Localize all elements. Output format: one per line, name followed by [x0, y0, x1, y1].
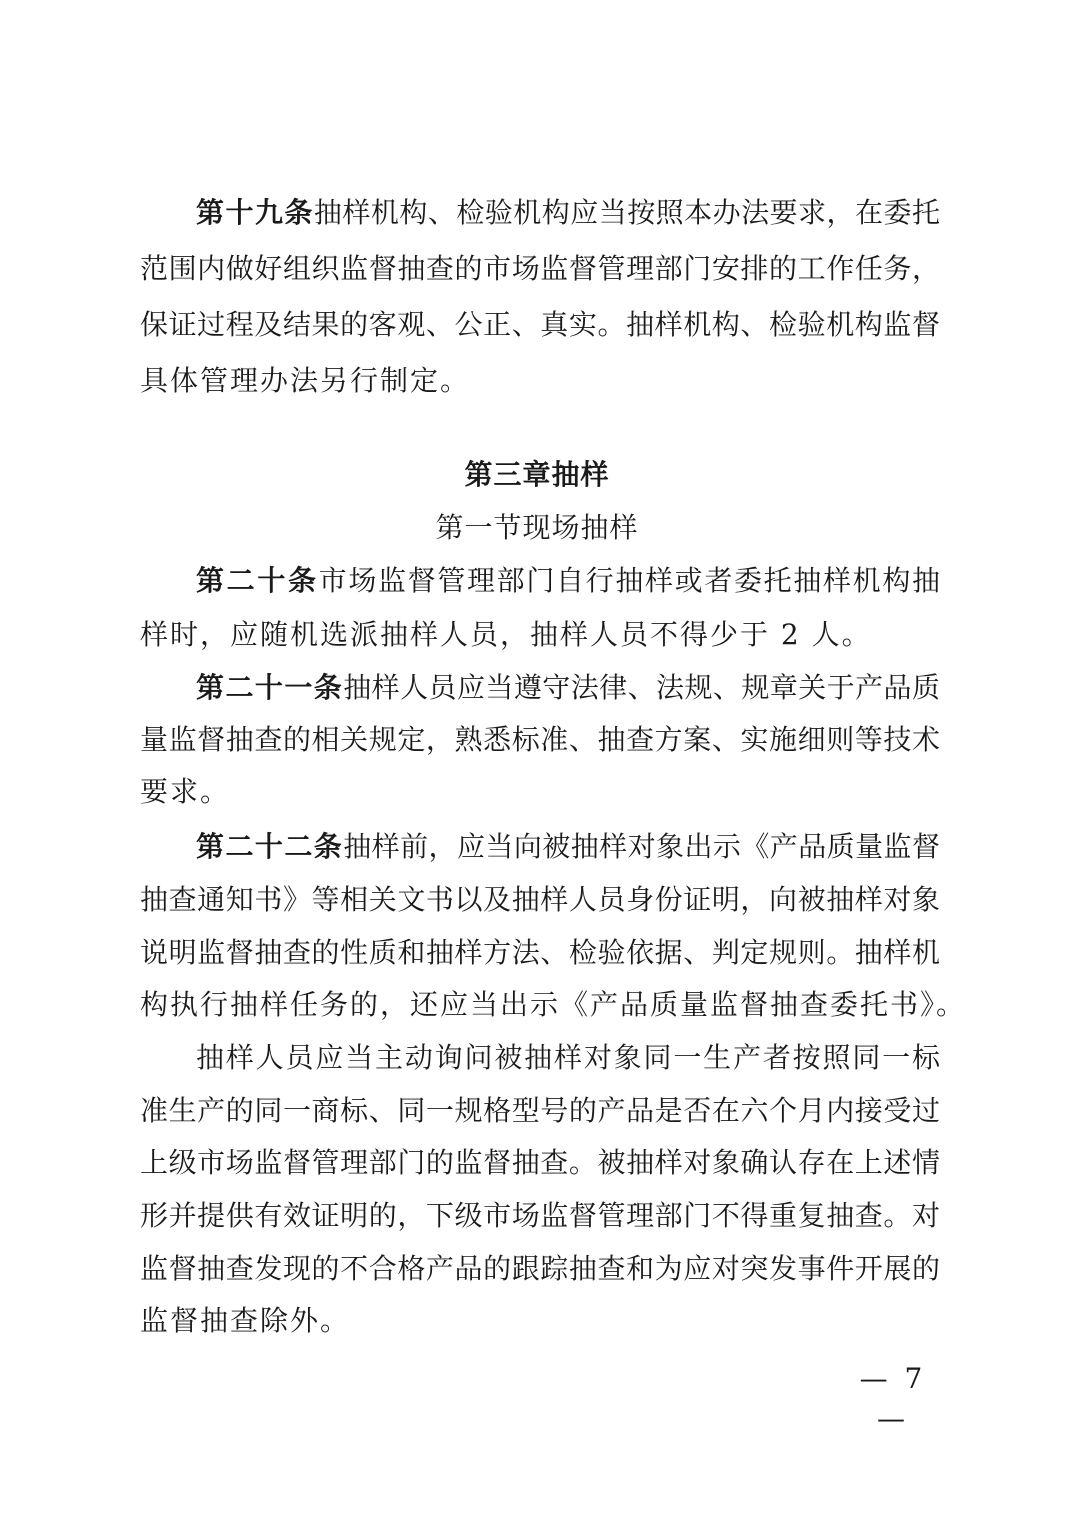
article-21-line-3: 要求。 [140, 775, 231, 808]
article-21-title: 第二十一条 [196, 671, 344, 704]
paragraph-line-2: 准生产的同一商标、同一规格型号的产品是否在六个月内接受过 [140, 1094, 940, 1127]
paragraph-line-5: 监督抽查发现的不合格产品的跟踪抽查和为应对突发事件开展的 [140, 1252, 940, 1285]
article-21-text-1: 抽样人员应当遵守法律、法规、规章关于产品质 [343, 671, 940, 704]
article-20-line-2: 样时，应随机选派抽样人员，抽样人员不得少于 2 人。 [140, 618, 872, 651]
article-20-text-1: 市场监督管理部门自行抽样或者委托抽样机构抽 [318, 564, 940, 597]
article-19-title: 第十九条 [196, 196, 314, 229]
article-19-text-1: 抽样机构、检验机构应当按照本办法要求，在委托 [313, 196, 940, 229]
paragraph-line-4: 形并提供有效证明的，下级市场监督管理部门不得重复抽查。对 [140, 1199, 940, 1232]
article-21-line-1 [196, 668, 940, 708]
article-21-line-2: 量监督抽查的相关规定，熟悉标准、抽查方案、实施细则等技术 [140, 723, 940, 756]
article-22-text-1: 抽样前，应当向被抽样对象出示《产品质量监督 [343, 830, 940, 863]
paragraph-line-1: 抽样人员应当主动询问被抽样对象同一生产者按照同一标 [196, 1041, 940, 1074]
article-22-line-2: 抽查通知书》等相关文书以及抽样人员身份证明，向被抽样对象 [140, 883, 940, 916]
chapter-title: 第三章抽样 [464, 458, 610, 491]
article-20-line-1 [196, 561, 940, 601]
article-20-title: 第二十条 [196, 564, 319, 597]
article-22-line-3: 说明监督抽查的性质和抽样方法、检验依据、判定规则。抽样机 [140, 936, 940, 969]
section-title: 第一节现场抽样 [435, 511, 639, 544]
article-19-line-1 [196, 193, 940, 233]
article-22-title: 第二十二条 [196, 830, 344, 863]
article-19-line-4: 具体管理办法另行制定。 [140, 364, 471, 397]
paragraph-line-6: 监督抽查除外。 [140, 1304, 351, 1337]
article-19-line-3: 保证过程及结果的客观、公正、真实。抽样机构、检验机构监督 [140, 308, 940, 341]
article-19-line-2: 范围内做好组织监督抽查的市场监督管理部门安排的工作任务， [140, 252, 940, 285]
article-22-line-1 [196, 827, 940, 867]
page-number: — 7 — [859, 1362, 927, 1435]
article-22-line-4: 构执行抽样任务的，还应当出示《产品质量监督抽查委托书》。 [140, 988, 967, 1021]
paragraph-line-3: 上级市场监督管理部门的监督抽查。被抽样对象确认存在上述情 [140, 1146, 940, 1179]
